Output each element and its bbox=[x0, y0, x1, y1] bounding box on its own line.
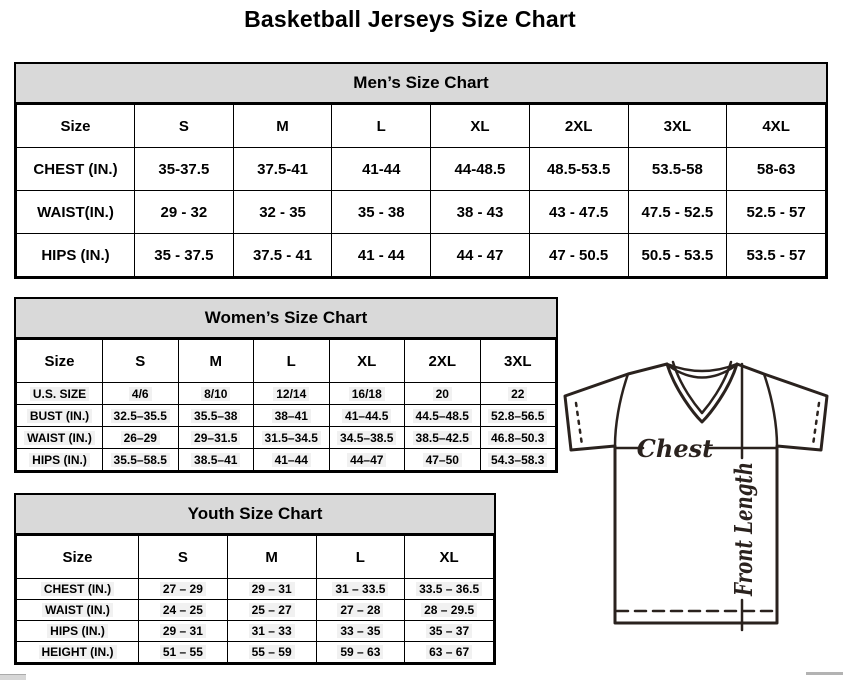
row-label-text: CHEST (IN.) bbox=[41, 582, 114, 596]
table-row bbox=[17, 427, 556, 449]
cell-value: 16/18 bbox=[349, 387, 385, 401]
table-cell bbox=[405, 579, 494, 600]
table-cell bbox=[233, 148, 332, 191]
cell-value: 52.8–56.5 bbox=[488, 409, 547, 423]
table-cell bbox=[103, 427, 179, 449]
table-cell bbox=[254, 427, 330, 449]
table-cell bbox=[727, 234, 826, 277]
table-cell bbox=[233, 234, 332, 277]
table-cell bbox=[480, 383, 556, 405]
table-cell bbox=[727, 148, 826, 191]
cell-value: 55 – 59 bbox=[249, 645, 295, 659]
table-cell bbox=[139, 642, 228, 663]
size-column-header: Size bbox=[17, 340, 103, 383]
table-cell bbox=[316, 621, 405, 642]
table-cell bbox=[329, 427, 405, 449]
table-cell bbox=[529, 191, 628, 234]
jersey-measurement-diagram bbox=[555, 358, 840, 670]
header-row bbox=[17, 105, 826, 148]
left-sleeve-stitch-dashes bbox=[576, 403, 582, 445]
cell-value: 35.5–58.5 bbox=[111, 453, 170, 467]
cell-value: 37.5-41 bbox=[257, 160, 308, 178]
cell-value: 34.5–38.5 bbox=[337, 431, 396, 445]
cell-value: 25 – 27 bbox=[249, 603, 295, 617]
table-cell bbox=[405, 405, 481, 427]
scrollbar-fragment-left[interactable] bbox=[0, 674, 26, 680]
row-label-text: HIPS (IN.) bbox=[41, 246, 110, 264]
table-cell bbox=[178, 405, 254, 427]
size-header-xl: XL bbox=[405, 536, 494, 579]
table-cell bbox=[135, 234, 234, 277]
cell-value: 33.5 – 36.5 bbox=[416, 582, 482, 596]
cell-value: 35-37.5 bbox=[158, 160, 210, 178]
cell-value: 41-44 bbox=[362, 160, 401, 178]
table-row bbox=[17, 234, 826, 277]
table-cell bbox=[254, 405, 330, 427]
table-cell bbox=[316, 600, 405, 621]
cell-value: 37.5 - 41 bbox=[252, 246, 313, 264]
cell-value: 22 bbox=[508, 387, 527, 401]
table-cell bbox=[135, 148, 234, 191]
cell-value: 20 bbox=[433, 387, 452, 401]
jersey-left-seam bbox=[615, 374, 628, 446]
cell-value: 8/10 bbox=[201, 387, 230, 401]
youth-size-table bbox=[14, 493, 496, 665]
mens-table-header bbox=[17, 105, 826, 148]
table-cell bbox=[178, 449, 254, 471]
cell-value: 26–29 bbox=[121, 431, 160, 445]
table-cell bbox=[227, 600, 316, 621]
mens-size-table bbox=[14, 62, 828, 279]
row-label bbox=[17, 449, 103, 471]
cell-value: 29 – 31 bbox=[249, 582, 295, 596]
table-cell bbox=[103, 383, 179, 405]
cell-value: 41–44 bbox=[272, 453, 311, 467]
cell-value: 63 – 67 bbox=[426, 645, 472, 659]
table-row bbox=[17, 600, 494, 621]
row-label bbox=[17, 234, 135, 277]
size-header-xl: XL bbox=[431, 105, 530, 148]
mens-table-body bbox=[17, 148, 826, 277]
cell-value: 32.5–35.5 bbox=[111, 409, 170, 423]
cell-value: 44.5–48.5 bbox=[413, 409, 472, 423]
cell-value: 48.5-53.5 bbox=[546, 160, 611, 178]
table-row bbox=[17, 642, 494, 663]
table-cell bbox=[139, 600, 228, 621]
size-header-3xl: 3XL bbox=[628, 105, 727, 148]
cell-value: 47.5 - 52.5 bbox=[641, 203, 714, 221]
cell-value: 44-48.5 bbox=[454, 160, 506, 178]
row-label-text: WAIST(IN.) bbox=[37, 203, 114, 221]
table-cell bbox=[233, 191, 332, 234]
page-title: Basketball Jerseys Size Chart bbox=[244, 6, 576, 32]
table-cell bbox=[480, 405, 556, 427]
table-cell bbox=[329, 449, 405, 471]
table-cell bbox=[332, 234, 431, 277]
row-label bbox=[17, 642, 139, 663]
womens-size-table bbox=[14, 297, 558, 473]
front-length-label: Front Length bbox=[729, 418, 758, 596]
size-header-4xl: 4XL bbox=[727, 105, 826, 148]
row-label bbox=[17, 600, 139, 621]
size-column-header: Size bbox=[17, 105, 135, 148]
table-cell bbox=[332, 148, 431, 191]
cell-value: 44–47 bbox=[347, 453, 386, 467]
cell-value: 44 - 47 bbox=[456, 246, 504, 264]
table-cell bbox=[405, 449, 481, 471]
mens-table-grid bbox=[16, 104, 826, 277]
size-header-m: M bbox=[227, 536, 316, 579]
table-cell bbox=[405, 427, 481, 449]
table-cell bbox=[431, 148, 530, 191]
cell-value: 54.3–58.3 bbox=[488, 453, 547, 467]
table-cell bbox=[405, 383, 481, 405]
youth-table-title: Youth Size Chart bbox=[16, 495, 494, 535]
youth-table-body bbox=[17, 579, 494, 663]
cell-value: 31.5–34.5 bbox=[262, 431, 321, 445]
womens-table-grid bbox=[16, 339, 556, 471]
size-header-3xl: 3XL bbox=[480, 340, 556, 383]
row-label bbox=[17, 579, 139, 600]
cell-value: 24 – 25 bbox=[160, 603, 206, 617]
table-cell bbox=[227, 621, 316, 642]
row-label-text: WAIST (IN.) bbox=[24, 431, 95, 445]
table-cell bbox=[254, 383, 330, 405]
table-cell bbox=[431, 191, 530, 234]
cell-value: 35 – 37 bbox=[426, 624, 472, 638]
cell-value: 38.5–41 bbox=[191, 453, 240, 467]
cell-value: 53.5 - 57 bbox=[746, 246, 806, 264]
table-row bbox=[17, 449, 556, 471]
row-label-text: HIPS (IN.) bbox=[29, 453, 90, 467]
cell-value: 52.5 - 57 bbox=[746, 203, 806, 221]
right-sleeve-stitch-dashes bbox=[813, 403, 819, 445]
cell-value: 29 - 32 bbox=[160, 203, 208, 221]
womens-table-header bbox=[17, 340, 556, 383]
size-header-m: M bbox=[233, 105, 332, 148]
table-cell bbox=[405, 642, 494, 663]
youth-table-header bbox=[17, 536, 494, 579]
jersey-outline-shape bbox=[565, 364, 827, 623]
size-header-2xl: 2XL bbox=[405, 340, 481, 383]
cell-value: 41–44.5 bbox=[342, 409, 391, 423]
cell-value: 32 - 35 bbox=[259, 203, 306, 221]
table-cell bbox=[480, 449, 556, 471]
table-cell bbox=[254, 449, 330, 471]
cell-value: 27 – 28 bbox=[337, 603, 383, 617]
table-cell bbox=[727, 191, 826, 234]
row-label bbox=[17, 427, 103, 449]
size-header-m: M bbox=[178, 340, 254, 383]
table-cell bbox=[405, 621, 494, 642]
header-row bbox=[17, 536, 494, 579]
cell-value: 47 - 50.5 bbox=[549, 246, 609, 264]
youth-table-grid bbox=[16, 535, 494, 663]
table-cell bbox=[227, 579, 316, 600]
cell-value: 31 – 33 bbox=[249, 624, 295, 638]
chest-label: Chest bbox=[636, 434, 714, 463]
size-header-l: L bbox=[316, 536, 405, 579]
cell-value: 38–41 bbox=[272, 409, 311, 423]
table-cell bbox=[480, 427, 556, 449]
header-row bbox=[17, 340, 556, 383]
cell-value: 53.5-58 bbox=[651, 160, 703, 178]
cell-value: 41 - 44 bbox=[357, 246, 405, 264]
row-label-text: U.S. SIZE bbox=[30, 387, 89, 401]
cell-value: 35 - 38 bbox=[357, 203, 405, 221]
size-header-s: S bbox=[139, 536, 228, 579]
table-cell bbox=[332, 191, 431, 234]
cell-value: 35 - 37.5 bbox=[154, 246, 214, 264]
table-cell bbox=[178, 383, 254, 405]
table-row bbox=[17, 383, 556, 405]
cell-value: 28 – 29.5 bbox=[421, 603, 477, 617]
table-cell bbox=[227, 642, 316, 663]
womens-table-body bbox=[17, 383, 556, 471]
table-cell bbox=[329, 405, 405, 427]
table-cell bbox=[139, 579, 228, 600]
cell-value: 38 - 43 bbox=[456, 203, 504, 221]
cell-value: 12/14 bbox=[273, 387, 309, 401]
size-column-header: Size bbox=[17, 536, 139, 579]
row-label-text: HEIGHT (IN.) bbox=[39, 645, 117, 659]
table-cell bbox=[135, 191, 234, 234]
row-label bbox=[17, 148, 135, 191]
cell-value: 4/6 bbox=[129, 387, 152, 401]
size-header-2xl: 2XL bbox=[529, 105, 628, 148]
table-cell bbox=[628, 191, 727, 234]
size-header-l: L bbox=[254, 340, 330, 383]
row-label bbox=[17, 621, 139, 642]
row-label bbox=[17, 383, 103, 405]
table-cell bbox=[329, 383, 405, 405]
cell-value: 59 – 63 bbox=[337, 645, 383, 659]
table-cell bbox=[139, 621, 228, 642]
table-cell bbox=[103, 405, 179, 427]
row-label-text: BUST (IN.) bbox=[27, 409, 92, 423]
table-cell bbox=[178, 427, 254, 449]
womens-table-title: Women’s Size Chart bbox=[16, 299, 556, 339]
row-label-text: CHEST (IN.) bbox=[33, 160, 118, 178]
row-label bbox=[17, 405, 103, 427]
table-row bbox=[17, 191, 826, 234]
mens-table-title: Men’s Size Chart bbox=[16, 64, 826, 104]
table-cell bbox=[628, 148, 727, 191]
cell-value: 33 – 35 bbox=[337, 624, 383, 638]
cell-value: 29 – 31 bbox=[160, 624, 206, 638]
cell-value: 27 – 29 bbox=[160, 582, 206, 596]
table-cell bbox=[405, 600, 494, 621]
table-cell bbox=[431, 234, 530, 277]
table-cell bbox=[103, 449, 179, 471]
table-cell bbox=[316, 642, 405, 663]
scrollbar-fragment-right[interactable] bbox=[806, 672, 843, 675]
row-label bbox=[17, 191, 135, 234]
cell-value: 31 – 33.5 bbox=[332, 582, 388, 596]
table-row bbox=[17, 579, 494, 600]
table-cell bbox=[529, 148, 628, 191]
row-label-text: HIPS (IN.) bbox=[47, 624, 108, 638]
row-label-text: WAIST (IN.) bbox=[42, 603, 113, 617]
table-row bbox=[17, 621, 494, 642]
cell-value: 38.5–42.5 bbox=[413, 431, 472, 445]
table-cell bbox=[529, 234, 628, 277]
table-cell bbox=[628, 234, 727, 277]
jersey-right-seam bbox=[764, 374, 777, 446]
size-header-s: S bbox=[103, 340, 179, 383]
size-header-l: L bbox=[332, 105, 431, 148]
cell-value: 29–31.5 bbox=[191, 431, 240, 445]
table-row bbox=[17, 148, 826, 191]
cell-value: 46.8–50.3 bbox=[488, 431, 547, 445]
cell-value: 58-63 bbox=[756, 160, 796, 178]
cell-value: 50.5 - 53.5 bbox=[641, 246, 714, 264]
cell-value: 35.5–38 bbox=[191, 409, 240, 423]
cell-value: 51 – 55 bbox=[160, 645, 206, 659]
cell-value: 47–50 bbox=[423, 453, 462, 467]
size-header-xl: XL bbox=[329, 340, 405, 383]
table-row bbox=[17, 405, 556, 427]
cell-value: 43 - 47.5 bbox=[549, 203, 609, 221]
table-cell bbox=[316, 579, 405, 600]
size-header-s: S bbox=[135, 105, 234, 148]
